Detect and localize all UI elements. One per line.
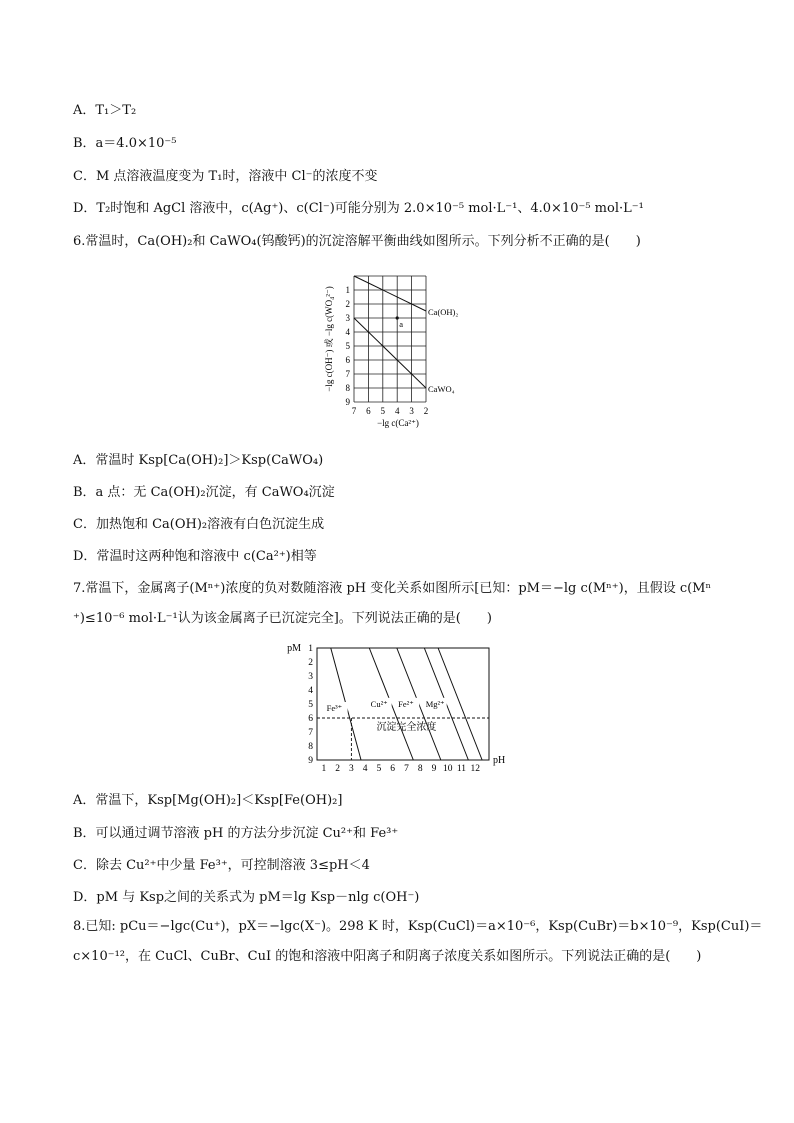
- x-tick-label: 5: [380, 406, 386, 416]
- y-tick-label: 4: [308, 686, 313, 696]
- y-tick-label: 5: [308, 700, 313, 710]
- y-tick-label: 7: [308, 728, 313, 738]
- y-tick-label: 8: [345, 383, 350, 393]
- series-line: [354, 318, 426, 388]
- x-tick-label: 4: [362, 764, 368, 774]
- q6-option-c: C．加热饱和 Ca(OH)₂溶液有白色沉淀生成: [73, 517, 325, 532]
- x-tick-label: 3: [409, 406, 414, 416]
- q7-option-d: D．pM 与 Ksp之间的关系式为 pM＝lg Ksp－nlg c(OH⁻): [73, 890, 420, 905]
- question-8-stem-line2: c×10⁻¹²，在 CuCl、CuBr、CuI 的饱和溶液中阳离子和阴离子浓度关系如图所示。下列说法正确的是( ): [73, 949, 702, 964]
- series-label: Fe³⁺: [326, 703, 343, 713]
- series-label: CaWO₄: [428, 384, 455, 394]
- y-axis-label: pM: [287, 643, 301, 654]
- x-tick-label: 12: [470, 764, 480, 774]
- x-tick-label: 1: [321, 764, 327, 774]
- y-tick-label: 1: [345, 285, 350, 295]
- y-tick-label: 4: [345, 327, 350, 337]
- series-label: Fe²⁺: [398, 698, 414, 709]
- q7-option-b: B．可以通过调节溶液 pH 的方法分步沉淀 Cu²⁺和 Fe³⁺: [73, 826, 399, 841]
- y-tick-label: 2: [308, 658, 313, 668]
- data-point-label: a: [399, 319, 403, 329]
- option-b-prev: B．a＝4.0×10⁻⁵: [73, 136, 177, 151]
- y-tick-label: 2: [345, 299, 350, 309]
- y-tick-label: 6: [345, 355, 350, 365]
- dashed-level-label: 沉淀完全浓度: [376, 722, 437, 733]
- figure-q7-chart: [283, 640, 513, 780]
- x-tick-label: 11: [456, 764, 467, 774]
- option-a-prev: A．T₁＞T₂: [73, 103, 137, 118]
- y-tick-label: 3: [308, 672, 313, 682]
- series-label: Ca(OH)₂: [428, 307, 459, 317]
- option-c-prev: C．M 点溶液温度变为 T₁时，溶液中 Cl⁻的浓度不变: [73, 169, 378, 184]
- y-tick-label: 7: [345, 369, 350, 379]
- y-tick-label: 5: [345, 341, 350, 351]
- y-tick-label: 1: [308, 644, 313, 654]
- x-tick-label: 6: [366, 406, 371, 416]
- question-8-stem-line1: 8.已知: pCu＝−lgc(Cu⁺)，pX＝−lgc(X⁻)。298 K 时，Ksp(CuCl)＝a×10⁻⁶，Ksp(CuBr)＝b×10⁻⁹，Ksp(CuI)＝: [73, 919, 763, 934]
- question-6-stem: 6.常温时，Ca(OH)₂和 CaWO₄(钨酸钙)的沉淀溶解平衡曲线如图所示。下列分析不正确的是( ): [73, 234, 641, 249]
- series-line: [354, 276, 426, 311]
- x-tick-label: 6: [390, 764, 396, 774]
- option-d-prev: D．T₂时饱和 AgCl 溶液中，c(Ag⁺)、c(Cl⁻)可能分别为 2.0×10⁻⁵ mol·L⁻¹、4.0×10⁻⁵ mol·L⁻¹: [73, 201, 644, 216]
- x-tick-label: 5: [376, 764, 382, 774]
- x-tick-label: 2: [335, 764, 341, 774]
- q6-option-a: A．常温时 Ksp[Ca(OH)₂]＞Ksp(CaWO₄): [73, 453, 324, 468]
- x-tick-label: 4: [394, 406, 400, 416]
- x-tick-label: 10: [442, 764, 453, 774]
- question-7-stem-line1: 7.常温下，金属离子(Mⁿ⁺)浓度的负对数随溶液 pH 变化关系如图所示[已知：pM＝−lg c(Mⁿ⁺)，且假设 c(Mⁿ: [73, 581, 712, 596]
- figure-q6-chart: [320, 268, 480, 436]
- q7-option-a: A．常温下，Ksp[Mg(OH)₂]＜Ksp[Fe(OH)₂]: [73, 793, 343, 808]
- y-axis-label: −lg c(OH⁻) 或 −lg c(WO₄²⁻): [324, 286, 334, 392]
- y-tick-label: 9: [308, 756, 313, 766]
- y-tick-label: 9: [345, 397, 350, 407]
- x-tick-label: 7: [351, 406, 357, 416]
- x-axis-label: −lg c(Ca²⁺): [377, 418, 419, 428]
- y-tick-label: 3: [345, 313, 350, 323]
- series-label: Mg²⁺: [425, 698, 445, 709]
- x-tick-label: 7: [404, 764, 409, 774]
- y-tick-label: 8: [308, 742, 313, 752]
- x-tick-label: 3: [349, 764, 354, 774]
- series-label: Cu²⁺: [370, 698, 388, 709]
- q6-option-b: B．a 点：无 Ca(OH)₂沉淀，有 CaWO₄沉淀: [73, 485, 335, 500]
- q7-option-c: C．除去 Cu²⁺中少量 Fe³⁺，可控制溶液 3≤pH＜4: [73, 858, 370, 873]
- x-tick-label: 9: [431, 764, 437, 774]
- q6-option-d: D．常温时这两种饱和溶液中 c(Ca²⁺)相等: [73, 549, 317, 564]
- x-axis-label: pH: [493, 755, 506, 766]
- x-tick-label: 2: [423, 406, 429, 416]
- y-tick-label: 6: [308, 714, 313, 724]
- x-tick-label: 8: [417, 764, 423, 774]
- question-7-stem-line2: ⁺)≤10⁻⁶ mol·L⁻¹认为该金属离子已沉淀完全]。下列说法正确的是( ): [73, 611, 492, 626]
